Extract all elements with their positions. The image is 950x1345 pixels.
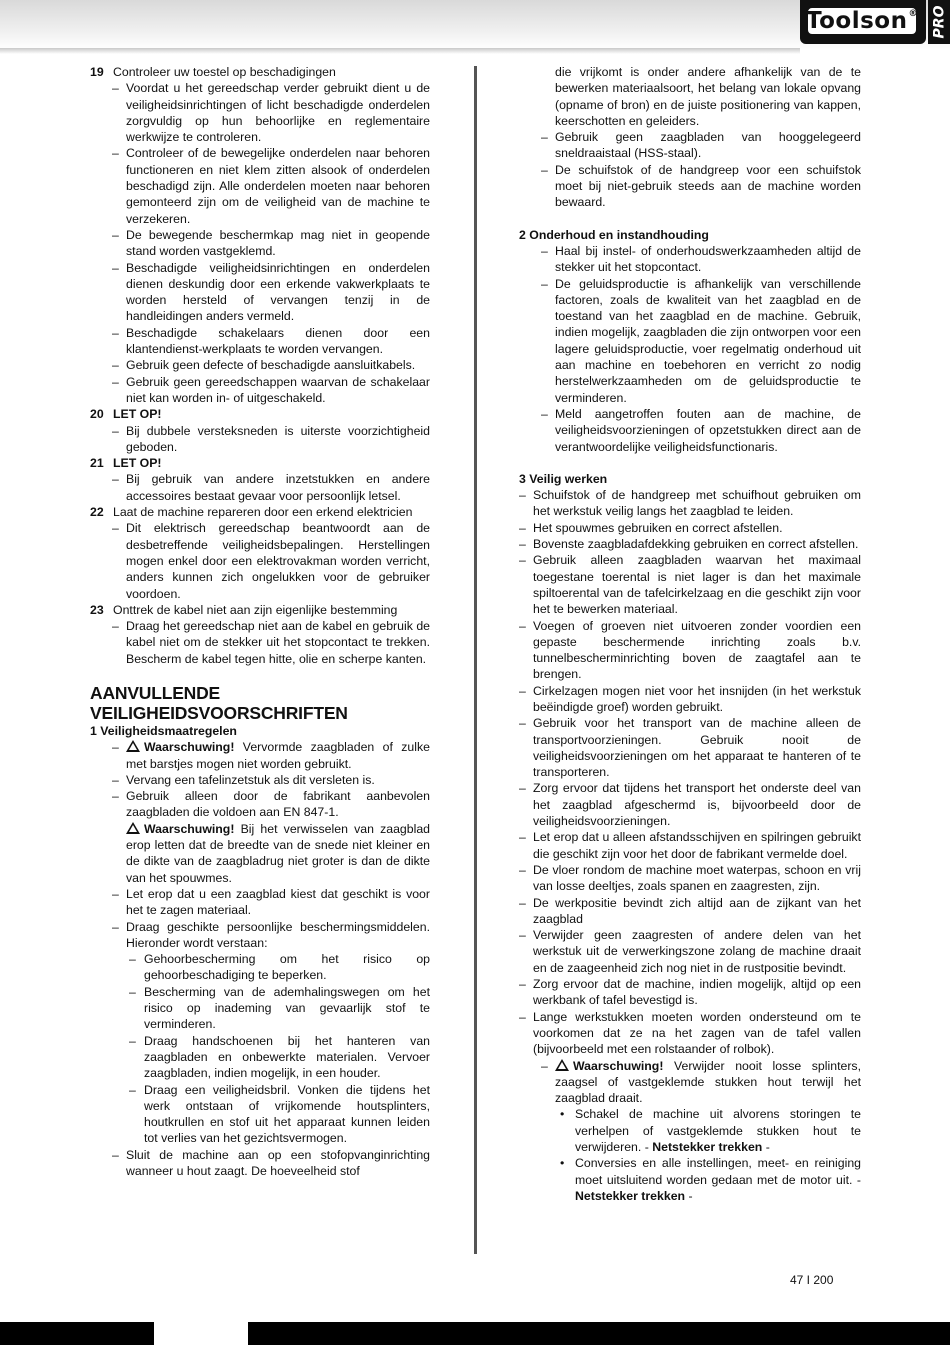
dash-marker: –	[519, 537, 526, 552]
item-text: Bescherming van de ademhalingswegen om het risico op inademing van gevaarlijk stof te verminderen.	[144, 984, 430, 1032]
dash-item	[519, 487, 861, 520]
dash-item	[90, 739, 430, 772]
dash-item	[90, 260, 430, 325]
dash-item	[90, 1147, 430, 1180]
footer-bar-left	[0, 1322, 154, 1345]
item-emphasis: Netstekker trekken	[575, 1188, 686, 1203]
dash-item	[90, 374, 430, 407]
dash-item	[90, 772, 430, 788]
item-text: Controleer of de bewegelijke onderdelen naar behoren functioneren en niet klem zitten alsook of onderdelen beschadigd zijn. Alle onderdelen moeten naar behoren gemonteerd zijn om de veiligheid van de machine te verzekeren.	[126, 146, 430, 226]
dash-marker: –	[112, 472, 119, 487]
dash-item	[519, 829, 861, 862]
warning-icon	[126, 740, 140, 752]
dash-item	[90, 618, 430, 667]
numbered-item	[90, 455, 430, 471]
item-text: die vrijkomt is onder andere afhankelijk van de te bewerken materiaalsoort, het belang van lokale opvang (opname of bron) en de juiste positionering van kappen, keerschotten en geleiders.	[555, 65, 861, 128]
item-text: Beschadigde veiligheidsinrichtingen en onderdelen dienen deskundig door een erkende vakwerkplaats te worden hersteld of vervangen tenzij in de handleidingen anders vermeld.	[126, 260, 430, 324]
item-text: Zorg ervoor dat tijdens het transport het onderste deel van het zaagblad afgeschermd is, bijvoorbeeld door de veiligheidsvoorzieningen.	[533, 781, 861, 829]
bullet-item	[519, 1155, 861, 1204]
item-text: Draag handschoenen bij het hanteren van zaagbladen en onbewerkte materialen. Vervoer zaagbladen, indien mogelijk, in een houder.	[144, 1033, 430, 1081]
item-number: 21	[90, 456, 104, 471]
section-heading: 3 Veilig werken	[519, 471, 608, 486]
item-text: Bovenste zaagbladafdekking gebruiken en correct afstellen.	[533, 537, 859, 552]
item-text: Haal bij instel- of onderhoudswerkzaamheden altijd de stekker uit het stopcontact.	[555, 243, 861, 275]
dash-marker: –	[541, 130, 548, 145]
dash-marker: –	[519, 781, 526, 796]
dash-item	[90, 325, 430, 358]
dash-marker: –	[519, 928, 526, 943]
item-text: Bij dubbele versteksneden is uiterste voorzichtigheid geboden.	[126, 423, 430, 454]
brand-logo	[800, 0, 926, 44]
item-text: Gebruik alleen door de fabrikant aanbevolen zaagbladen die voldoen aan EN 847-1.	[126, 789, 430, 820]
warning-icon	[126, 822, 140, 834]
item-text: Beschadigde schakelaars dienen door een klantendienst-werkplaats te worden vervangen.	[126, 325, 430, 357]
dash-marker: –	[112, 374, 119, 389]
dash-marker: –	[129, 1082, 136, 1097]
dash-marker: –	[519, 683, 526, 698]
dash-item	[90, 886, 430, 919]
item-text: Vervormde zaagbladen of zulke met barstjes mogen niet worden gebruikt.	[126, 740, 430, 771]
item-text: De vloer rondom de machine moet waterpas, schoon en vrij van losse deeltjes, zoals spanen en zaagresten, zijn.	[533, 862, 861, 894]
item-text: Zorg ervoor dat de machine, indien mogelijk, altijd op een werkbank of tafel bevestigd is.	[533, 977, 861, 1008]
dash-marker: –	[112, 919, 119, 934]
numbered-item	[90, 602, 430, 618]
dash-marker: –	[541, 243, 548, 258]
section-heading: 1 Veiligheidsmaatregelen	[90, 723, 237, 738]
dash-marker: –	[541, 1058, 548, 1073]
item-text: De schuifstok of de handgreep voor een schuifstok moet bij niet-gebruik steeds aan de machine worden bewaard.	[555, 162, 861, 210]
dash-marker: –	[519, 1009, 526, 1024]
item-text: Cirkelzagen mogen niet voor het insnijden (in het werkstuk beëindigde groef) worden gebruikt.	[533, 683, 861, 714]
dash-marker: –	[129, 984, 136, 999]
dash-item	[519, 927, 861, 976]
warning-icon	[555, 1059, 569, 1071]
item-text: Het spouwmes gebruiken en correct afstellen.	[533, 520, 783, 535]
item-text: Gebruik voor het transport van de machine alleen de transportvoorzieningen. Gebruik nooit de veiligheidsvoorzieningen om het apparaat te hanteren of te transporteren.	[533, 716, 861, 780]
item-text: -	[685, 1188, 693, 1203]
dash-marker: –	[112, 521, 119, 536]
dash-marker: –	[112, 772, 119, 787]
item-number: 19	[90, 65, 104, 79]
item-heading: Controleer uw toestel op beschadigingen	[113, 65, 336, 79]
dash-item	[90, 423, 430, 456]
dash-marker: –	[519, 895, 526, 910]
spacer	[519, 211, 861, 227]
dash-item	[519, 276, 861, 406]
dash-marker: –	[519, 716, 526, 731]
item-text: Schuifstok of de handgreep met schuifhout gebruiken om het werkstuk veilig langs het zaagblad te leiden.	[533, 488, 861, 519]
dash-item	[90, 80, 430, 145]
item-text: Lange werkstukken moeten worden ondersteund om te voorkomen dat ze na het zagen van de tafel vallen (bijvoorbeeld met een rolstaander of rolbok).	[533, 1009, 861, 1057]
dash-item	[519, 895, 861, 928]
dash-item	[519, 683, 861, 716]
item-text: Draag geschikte persoonlijke beschermingsmiddelen. Hieronder wordt verstaan:	[126, 919, 430, 950]
dash-item	[519, 552, 861, 617]
page-number: 47 I 200	[790, 1273, 834, 1287]
dash-item	[519, 162, 861, 211]
item-text: Schakel de machine uit alvorens storingen te verhelpen of vastgeklemde stukken hout te verwijderen. -	[575, 1107, 861, 1154]
item-number: 22	[90, 505, 104, 520]
dash-item	[519, 129, 861, 162]
dash-marker: –	[112, 619, 119, 634]
dash-marker: –	[519, 618, 526, 633]
sub-dash-item	[90, 951, 430, 984]
dash-item	[90, 357, 430, 373]
numbered-item	[90, 64, 430, 80]
dash-item	[519, 406, 861, 455]
dash-marker: –	[112, 146, 119, 161]
item-text: Gebruik geen gereedschappen waarvan de schakelaar niet kan worden in- of uitgeschakeld.	[126, 374, 430, 405]
item-heading: Laat de machine repareren door een erkend elektricien	[113, 505, 413, 520]
item-text: Draag het gereedschap niet aan de kabel en gebruik de kabel niet om de stekker uit het stopcontact te trekken. Bescherm de kabel tegen hitte, olie en scherpe kanten.	[126, 619, 430, 666]
numbered-item	[90, 406, 430, 422]
dash-item	[90, 145, 430, 226]
dash-marker: –	[112, 886, 119, 901]
section-heading: 2 Onderhoud en instandhouding	[519, 227, 709, 242]
dash-marker: –	[112, 423, 119, 438]
item-heading: LET OP!	[113, 456, 162, 471]
footer-bar-right	[248, 1322, 950, 1345]
dash-marker: –	[519, 520, 526, 535]
item-text: Conversies en alle instellingen, meet- en reiniging moet uitsluitend worden gedaan met de motor uit. -	[575, 1156, 861, 1187]
dash-item	[90, 788, 430, 821]
dash-marker: –	[541, 406, 548, 421]
item-emphasis: Netstekker trekken	[652, 1140, 763, 1154]
item-text: Sluit de machine aan op een stofopvanginrichting wanneer u hout zaagt. De hoeveelheid stof	[126, 1147, 430, 1178]
item-text: Gebruik alleen zaagbladen waarvan het maximaal toegestane toerental is niet lager is dan het maximale spiltoerental van de tafelcirkelzaag en die geschikt zijn voor het te bewerken materiaal.	[533, 553, 861, 617]
dash-item	[90, 520, 430, 601]
item-text: De geluidsproductie is afhankelijk van verschillende factoren, zoals de kwaliteit van het zaagblad en de toestand van het zaagblad en de machine. Gebruik, indien mogelijk, zaagbladen die zijn ontworpen voor een lagere geluidsproductie, voer regelmatig onderhoud uit aan machine en toebehoren en verricht zo nodig herstelwerkzaamheden om de geluidsproductie te verminderen.	[555, 276, 861, 405]
item-text: Bij gebruik van andere inzetstukken en andere accessoires bestaat gevaar voor persoonlijk letsel.	[126, 472, 430, 503]
spacer	[519, 455, 861, 471]
sub-dash-item	[90, 984, 430, 1033]
continued-text	[519, 64, 861, 129]
dash-marker: –	[112, 81, 119, 96]
item-text: Voegen of groeven niet uitvoeren zonder voordien een gepaste beschermende inrichting zoals b.v. tunnelbescherminrichting boven de zaagtafel aan te brengen.	[533, 618, 861, 682]
dash-item	[519, 862, 861, 895]
dash-item	[519, 1009, 861, 1058]
dash-marker: –	[112, 789, 119, 804]
brand-logo-text: Toolson ®	[806, 8, 918, 34]
dash-item	[519, 536, 861, 552]
header-shadow	[0, 48, 800, 54]
dash-item	[90, 471, 430, 504]
dash-marker: –	[541, 162, 548, 177]
bullet-marker: •	[560, 1107, 565, 1122]
item-text: Gebruik geen zaagbladen van hooggelegeerd sneldraaistaal (HSS-staal).	[555, 130, 861, 161]
dash-marker: –	[112, 740, 119, 755]
numbered-item	[90, 504, 430, 520]
item-text: Verwijder nooit losse splinters, zaagsel of vastgeklemde stukken hout terwijl het zaagblad draait.	[555, 1058, 861, 1106]
dash-marker: –	[112, 358, 119, 373]
item-text: De werkpositie bevindt zich altijd aan de zijkant van het zaagblad	[533, 895, 861, 926]
dash-marker: –	[112, 1147, 119, 1162]
dash-item	[519, 976, 861, 1009]
warning-label: Waarschuwing!	[144, 821, 235, 836]
dash-item	[90, 919, 430, 952]
dash-marker: –	[519, 862, 526, 877]
item-text: Dit elektrisch gereedschap beantwoordt aan de desbetreffende veiligheidsbepalingen. Herstellingen mogen enkel door een elektrovakman worden verricht, anders kunnen zich ongelukken voor de gebruiker voordoen.	[126, 521, 430, 601]
dash-marker: –	[519, 830, 526, 845]
dash-marker: –	[112, 227, 119, 242]
continued-text	[90, 821, 430, 886]
dash-marker: –	[112, 325, 119, 340]
item-text: Gebruik geen defecte of beschadigde aansluitkabels.	[126, 358, 416, 373]
item-text: Meld aangetroffen fouten aan de machine, de veiligheidsvoorzieningen of opzetstukken direct aan de verantwoordelijke veiligheidsfunctionaris.	[555, 406, 861, 454]
item-text: Let erop dat u een zaagblad kiest dat geschikt is voor het te zagen materiaal.	[126, 886, 430, 918]
dash-marker: –	[519, 488, 526, 503]
item-text: -	[762, 1140, 770, 1154]
dash-item	[90, 227, 430, 260]
sub-dash-item	[90, 1082, 430, 1147]
item-text: Verwijder geen zaagresten of andere delen van het werkstuk uit de verwerkingszone zolang de machine draait en de zaageenheid zich nog niet in de rustpositie bevindt.	[533, 928, 861, 975]
item-text: Vervang een tafelinzetstuk als dit versleten is.	[126, 772, 375, 787]
warning-label: Waarschuwing!	[573, 1058, 664, 1073]
dash-marker: –	[112, 260, 119, 275]
item-number: 20	[90, 407, 104, 422]
dash-marker: –	[129, 1033, 136, 1048]
dash-item	[519, 243, 861, 276]
item-number: 23	[90, 602, 104, 617]
item-text: Draag een veiligheidsbril. Vonken die tijdens het werk ontstaan of vrijkomende houtsplinters, houtkrullen en stof uit het apparaat kunnen leiden tot verlies van het gezichtsvermogen.	[144, 1082, 430, 1146]
pro-badge: PRO	[928, 0, 950, 44]
dash-item	[519, 520, 861, 536]
bullet-item	[519, 1106, 861, 1155]
column-divider	[474, 66, 477, 1254]
dash-marker: –	[519, 977, 526, 992]
right-column	[519, 64, 861, 1204]
section-title: AANVULLENDE VEILIGHEIDSVOORSCHRIFTEN	[90, 682, 348, 723]
item-text: Let erop dat u alleen afstandsschijven en spilringen gebruikt die geschikt zijn voor het door de fabrikant vermelde doel.	[533, 830, 861, 861]
item-text: Voordat u het gereedschap verder gebruikt dient u de veiligheidsinrichtingen of licht beschadigde onderdelen zorgvuldig op hun behoorlijke en reglementaire werkwijze te controleren.	[126, 81, 430, 145]
item-text: Bij het verwisselen van zaagblad erop letten dat de breedte van de snede niet kleiner en de dikte van de zaagbladrug niet groter is dan de dikte van het spouwmes.	[126, 821, 430, 885]
dash-marker: –	[541, 276, 548, 291]
bullet-marker: •	[560, 1156, 565, 1171]
item-heading: LET OP!	[113, 407, 162, 422]
item-heading: Onttrek de kabel niet aan zijn eigenlijke bestemming	[113, 602, 398, 617]
dash-marker: –	[129, 952, 136, 967]
warning-label: Waarschuwing!	[144, 740, 235, 755]
dash-item	[519, 715, 861, 780]
sub-dash-item	[90, 1033, 430, 1082]
dash-marker: –	[519, 553, 526, 568]
dash-item	[519, 618, 861, 683]
dash-item	[519, 780, 861, 829]
left-column	[90, 64, 430, 1179]
item-text: De bewegende beschermkap mag niet in geopende stand worden vastgeklemd.	[126, 227, 430, 259]
dash-item	[519, 1058, 861, 1107]
item-text: Gehoorbescherming om het risico op gehoorbeschadiging te beperken.	[144, 952, 430, 983]
